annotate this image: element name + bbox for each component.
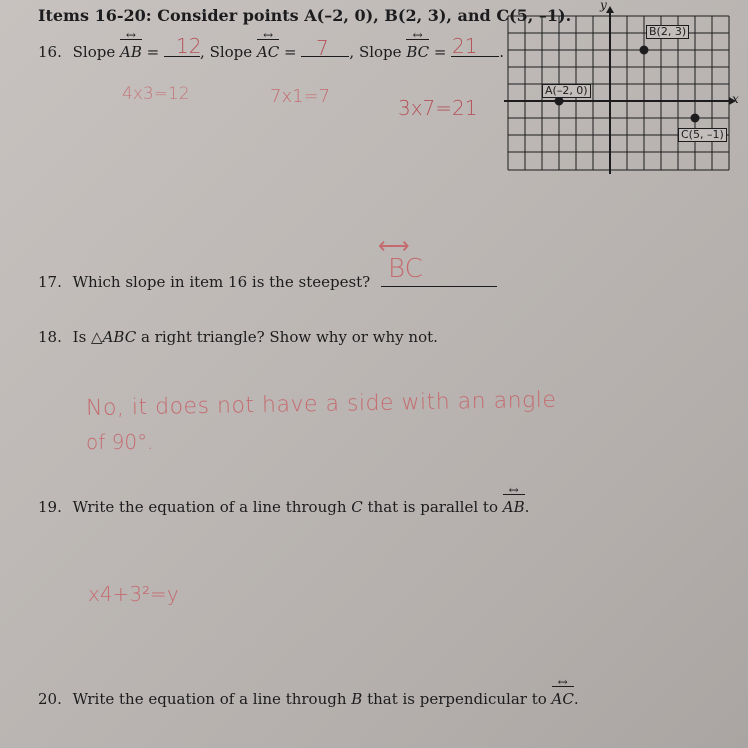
coordinate-grid — [504, 0, 740, 176]
line-ab-notation: AB ↔ — [120, 43, 142, 61]
slope-word: Slope — [358, 43, 402, 61]
question-number: 17. — [38, 273, 62, 291]
point-name: B — [351, 690, 363, 708]
question-text-pre: Write the equation of a line through — [72, 690, 352, 708]
question-text-mid: that is perpendicular to — [362, 690, 552, 708]
line-ab-notation: AB ↔ — [503, 498, 525, 516]
question-text-pre: Write the equation of a line through — [72, 498, 352, 516]
question-20 — [38, 690, 579, 708]
question-16: 16. Slope AB ↔ = , Slope AC ↔ = , Slope BC ↔ = . — [38, 42, 504, 61]
point-b-label: B(2, 3) — [646, 25, 689, 39]
slope-word: Slope — [72, 43, 116, 61]
point-b-marker — [640, 46, 649, 55]
point-c-label: C(5, –1) — [678, 128, 727, 142]
equals-sign: = — [146, 43, 160, 61]
handwritten-answer-18-line1: No, it does not have a side with an angle — [85, 387, 557, 421]
handwritten-answer-17: BC — [388, 254, 423, 284]
question-text-pre: Is △ — [72, 328, 103, 346]
question-number: 18. — [38, 328, 62, 346]
equals-sign: = — [433, 43, 447, 61]
point-a-label: A(–2, 0) — [542, 84, 591, 98]
slope-word: Slope — [209, 43, 253, 61]
question-text-end: . — [573, 690, 579, 708]
question-text-end: . — [524, 498, 530, 516]
question-text: Which slope in item 16 is the steepest? — [72, 273, 371, 291]
line-bc-notation: BC ↔ — [406, 43, 429, 61]
point-name: C — [351, 498, 363, 516]
triangle-name: ABC — [102, 328, 137, 346]
point-c-marker — [691, 114, 700, 123]
question-number: 19. — [38, 498, 62, 516]
handwritten-answer-ab: 12 — [176, 34, 202, 58]
worksheet-title: Items 16-20: Consider points A(–2, 0), B(2, 3), and C(5, –1). — [38, 6, 572, 25]
handwritten-work-ab: 4x3=12 — [122, 84, 190, 104]
handwritten-answer-bc: 21 — [452, 34, 478, 58]
y-axis-label: y — [600, 0, 607, 12]
handwritten-answer-ac: 7 — [316, 36, 329, 60]
handwritten-answer-18-line2: of 90°. — [86, 430, 154, 454]
question-number: 16. — [38, 43, 62, 61]
grid-svg — [504, 4, 740, 176]
x-axis-label: x — [732, 92, 739, 106]
question-19 — [38, 498, 529, 516]
question-text-mid: that is parallel to — [362, 498, 503, 516]
equals-sign: = — [284, 43, 297, 61]
question-number: 20. — [38, 690, 62, 708]
handwritten-work-bc: 3x7=21 — [398, 96, 478, 120]
line-ac-notation: AC ↔ — [552, 690, 574, 708]
question-18 — [38, 328, 438, 346]
handwritten-arrow-17: ⟷ — [378, 234, 410, 259]
handwritten-work-ac: 7x1=7 — [270, 86, 331, 107]
handwritten-answer-19: x4+3²=y — [88, 582, 179, 606]
question-17 — [38, 272, 497, 291]
line-ac-notation: AC ↔ — [257, 43, 279, 61]
question-text-post: a right triangle? Show why or why not. — [136, 328, 438, 346]
